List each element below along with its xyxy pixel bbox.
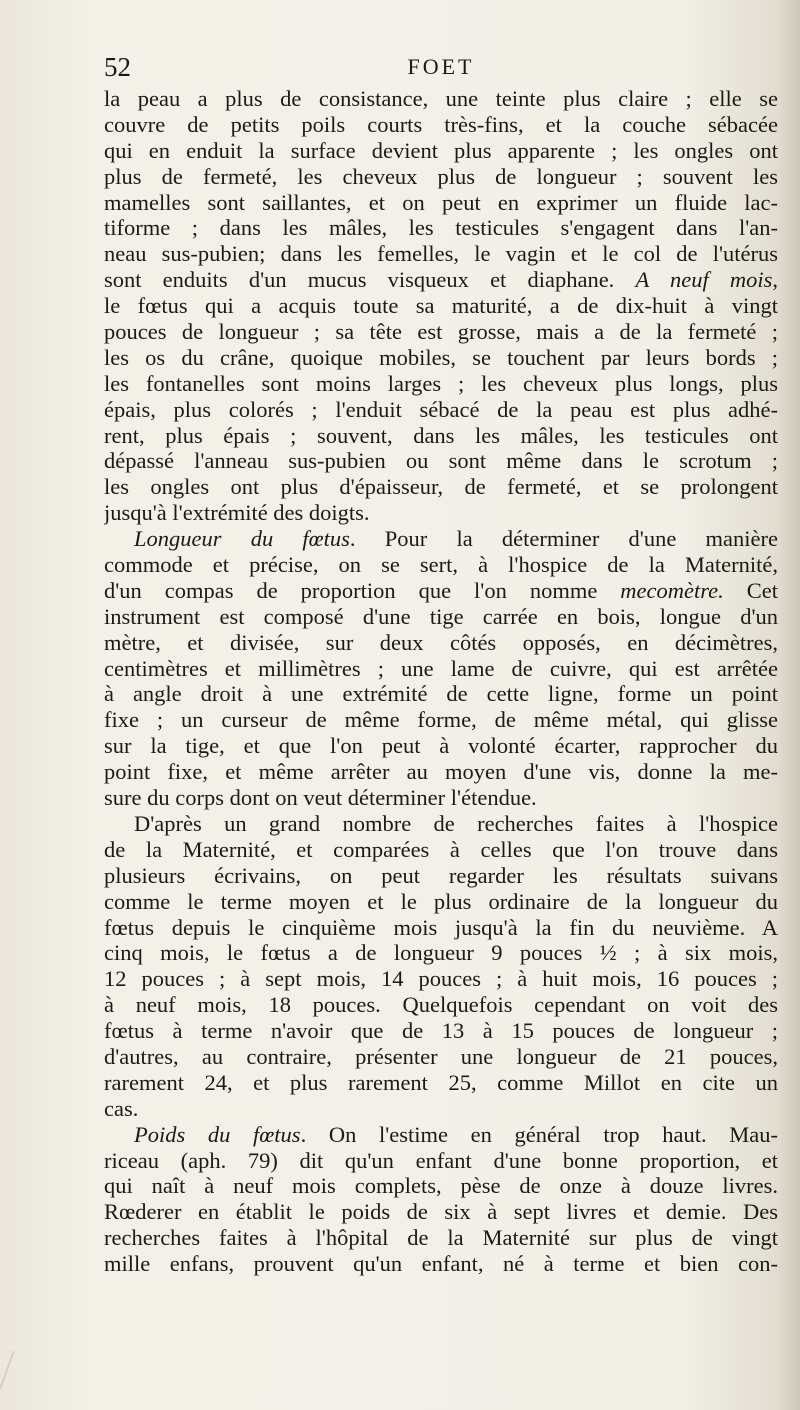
margin-pencil-mark xyxy=(0,1351,15,1389)
text-line-with-italic xyxy=(104,578,778,604)
text-line: Rœderer en établit le poids de six à sept livres et demie. Des xyxy=(104,1199,778,1225)
body-text xyxy=(104,86,778,1277)
text-line: riceau (aph. 79) dit qu'un enfant d'une bonne proportion, et xyxy=(104,1147,778,1173)
text-line: jusqu'à l'extrémité des doigts. xyxy=(104,500,370,526)
text-line: sur la tige, et que l'on peut à volonté écarter, rapprocher du xyxy=(104,733,778,759)
section-heading-longueur: Longueur du fœtus xyxy=(134,526,350,552)
paragraph-start-longueur xyxy=(104,526,778,552)
text-line: d'autres, au contraire, présenter une longueur de 21 pouces, xyxy=(104,1043,778,1069)
text-line: de la Maternité, et comparées à celles que l'on trouve dans xyxy=(104,836,778,862)
text-line: commode et précise, on se sert, à l'hospice de la Maternité, xyxy=(104,552,778,578)
text-line: rent, plus épais ; souvent, dans les mâles, les testicules ont xyxy=(104,422,778,448)
text-line: mètre, et divisée, sur deux côtés opposés, en décimètres, xyxy=(104,629,778,655)
text-line: 12 pouces ; à sept mois, 14 pouces ; à huit mois, 16 pouces ; xyxy=(104,966,778,992)
text-segment: Cet xyxy=(723,577,778,603)
text-line: plusieurs écrivains, on peut regarder les résultats suivans xyxy=(104,862,778,888)
text-line: centimètres et millimètres ; une lame de cuivre, qui est arrêtée xyxy=(104,655,778,681)
text-line: épais, plus colorés ; l'enduit sébacé de la peau est plus adhé- xyxy=(104,396,778,422)
text-line: sure du corps dont on veut déterminer l'étendue. xyxy=(104,785,537,811)
text-segment: . Pour la déterminer d'une manière xyxy=(349,526,778,552)
text-line: le fœtus qui a acquis toute sa maturité, a de dix-huit à vingt xyxy=(104,293,778,319)
text-line: D'après un grand nombre de recherches faites à l'hospice xyxy=(134,810,778,836)
text-line: qui en enduit la surface devient plus apparente ; les ongles ont xyxy=(104,137,778,163)
text-line: les ongles ont plus d'épaisseur, de fermeté, et se prolongent xyxy=(104,474,778,500)
text-line: à angle droit à une extrémité de cette ligne, forme un point xyxy=(104,681,778,707)
text-segment: d'un compas de proportion que l'on nomme xyxy=(104,577,621,603)
text-line: à neuf mois, 18 pouces. Quelquefois cependant on voit des xyxy=(104,992,778,1018)
text-segment: sont enduits d'un mucus visqueux et diaphane. xyxy=(104,267,636,293)
text-line: recherches faites à l'hôpital de la Maternité sur plus de vingt xyxy=(104,1225,778,1251)
text-line: pouces de longueur ; sa tête est grosse, mais a de la fermeté ; xyxy=(104,319,778,345)
text-line: plus de fermeté, les cheveux plus de longueur ; souvent les xyxy=(104,163,778,189)
text-line: fœtus depuis le cinquième mois jusqu'à la fin du neuvième. A xyxy=(104,914,778,940)
text-line: les fontanelles sont moins larges ; les cheveux plus longs, plus xyxy=(104,370,778,396)
text-line: la peau a plus de consistance, une teinte plus claire ; elle se xyxy=(104,86,778,111)
text-line: fixe ; un curseur de même forme, de même métal, qui glisse xyxy=(104,707,778,733)
text-line: les os du crâne, quoique mobiles, se touchent par leurs bords ; xyxy=(104,344,778,370)
text-line: point fixe, et même arrêter au moyen d'une vis, donne la me- xyxy=(104,759,778,785)
text-segment: . On l'estime en général trop haut. Mau- xyxy=(300,1121,778,1147)
text-line: dépassé l'anneau sus-pubien ou sont même dans le scrotum ; xyxy=(104,448,778,474)
text-line-with-italic xyxy=(104,267,778,293)
running-head: FOET xyxy=(407,54,475,79)
text-line: mamelles sont saillantes, et on peut en exprimer un fluide lac- xyxy=(104,189,778,215)
text-line: mille enfans, prouvent qu'un enfant, né à terme et bien con- xyxy=(104,1251,778,1277)
page-header xyxy=(104,52,778,82)
italic-phrase-neuf-mois: A neuf mois xyxy=(635,267,773,293)
text-line: tiforme ; dans les mâles, les testicules s'engagent dans l'an- xyxy=(104,215,778,241)
page-number: 52 xyxy=(104,52,131,82)
italic-term-mecometre: mecomètre. xyxy=(620,577,724,603)
paragraph-start-poids xyxy=(104,1122,778,1148)
text-line: qui naît à neuf mois complets, pèse de onze à douze livres. xyxy=(104,1173,778,1199)
text-line: instrument est composé d'une tige carrée en bois, longue d'un xyxy=(104,603,778,629)
section-heading-poids: Poids du fœtus xyxy=(134,1121,301,1147)
text-line: neau sus-pubien; dans les femelles, le vagin et le col de l'utérus xyxy=(104,241,778,267)
text-line: cas. xyxy=(104,1095,139,1121)
text-line: rarement 24, et plus rarement 25, comme Millot en cite un xyxy=(104,1069,778,1095)
text-line: cinq mois, le fœtus a de longueur 9 pouces ½ ; à six mois, xyxy=(104,940,778,966)
text-segment: , xyxy=(772,267,778,293)
text-line: fœtus à terme n'avoir que de 13 à 15 pouces de longueur ; xyxy=(104,1018,778,1044)
text-line: couvre de petits poils courts très-fins, et la couche sébacée xyxy=(104,111,778,137)
text-line: comme le terme moyen et le plus ordinaire de la longueur du xyxy=(104,888,778,914)
